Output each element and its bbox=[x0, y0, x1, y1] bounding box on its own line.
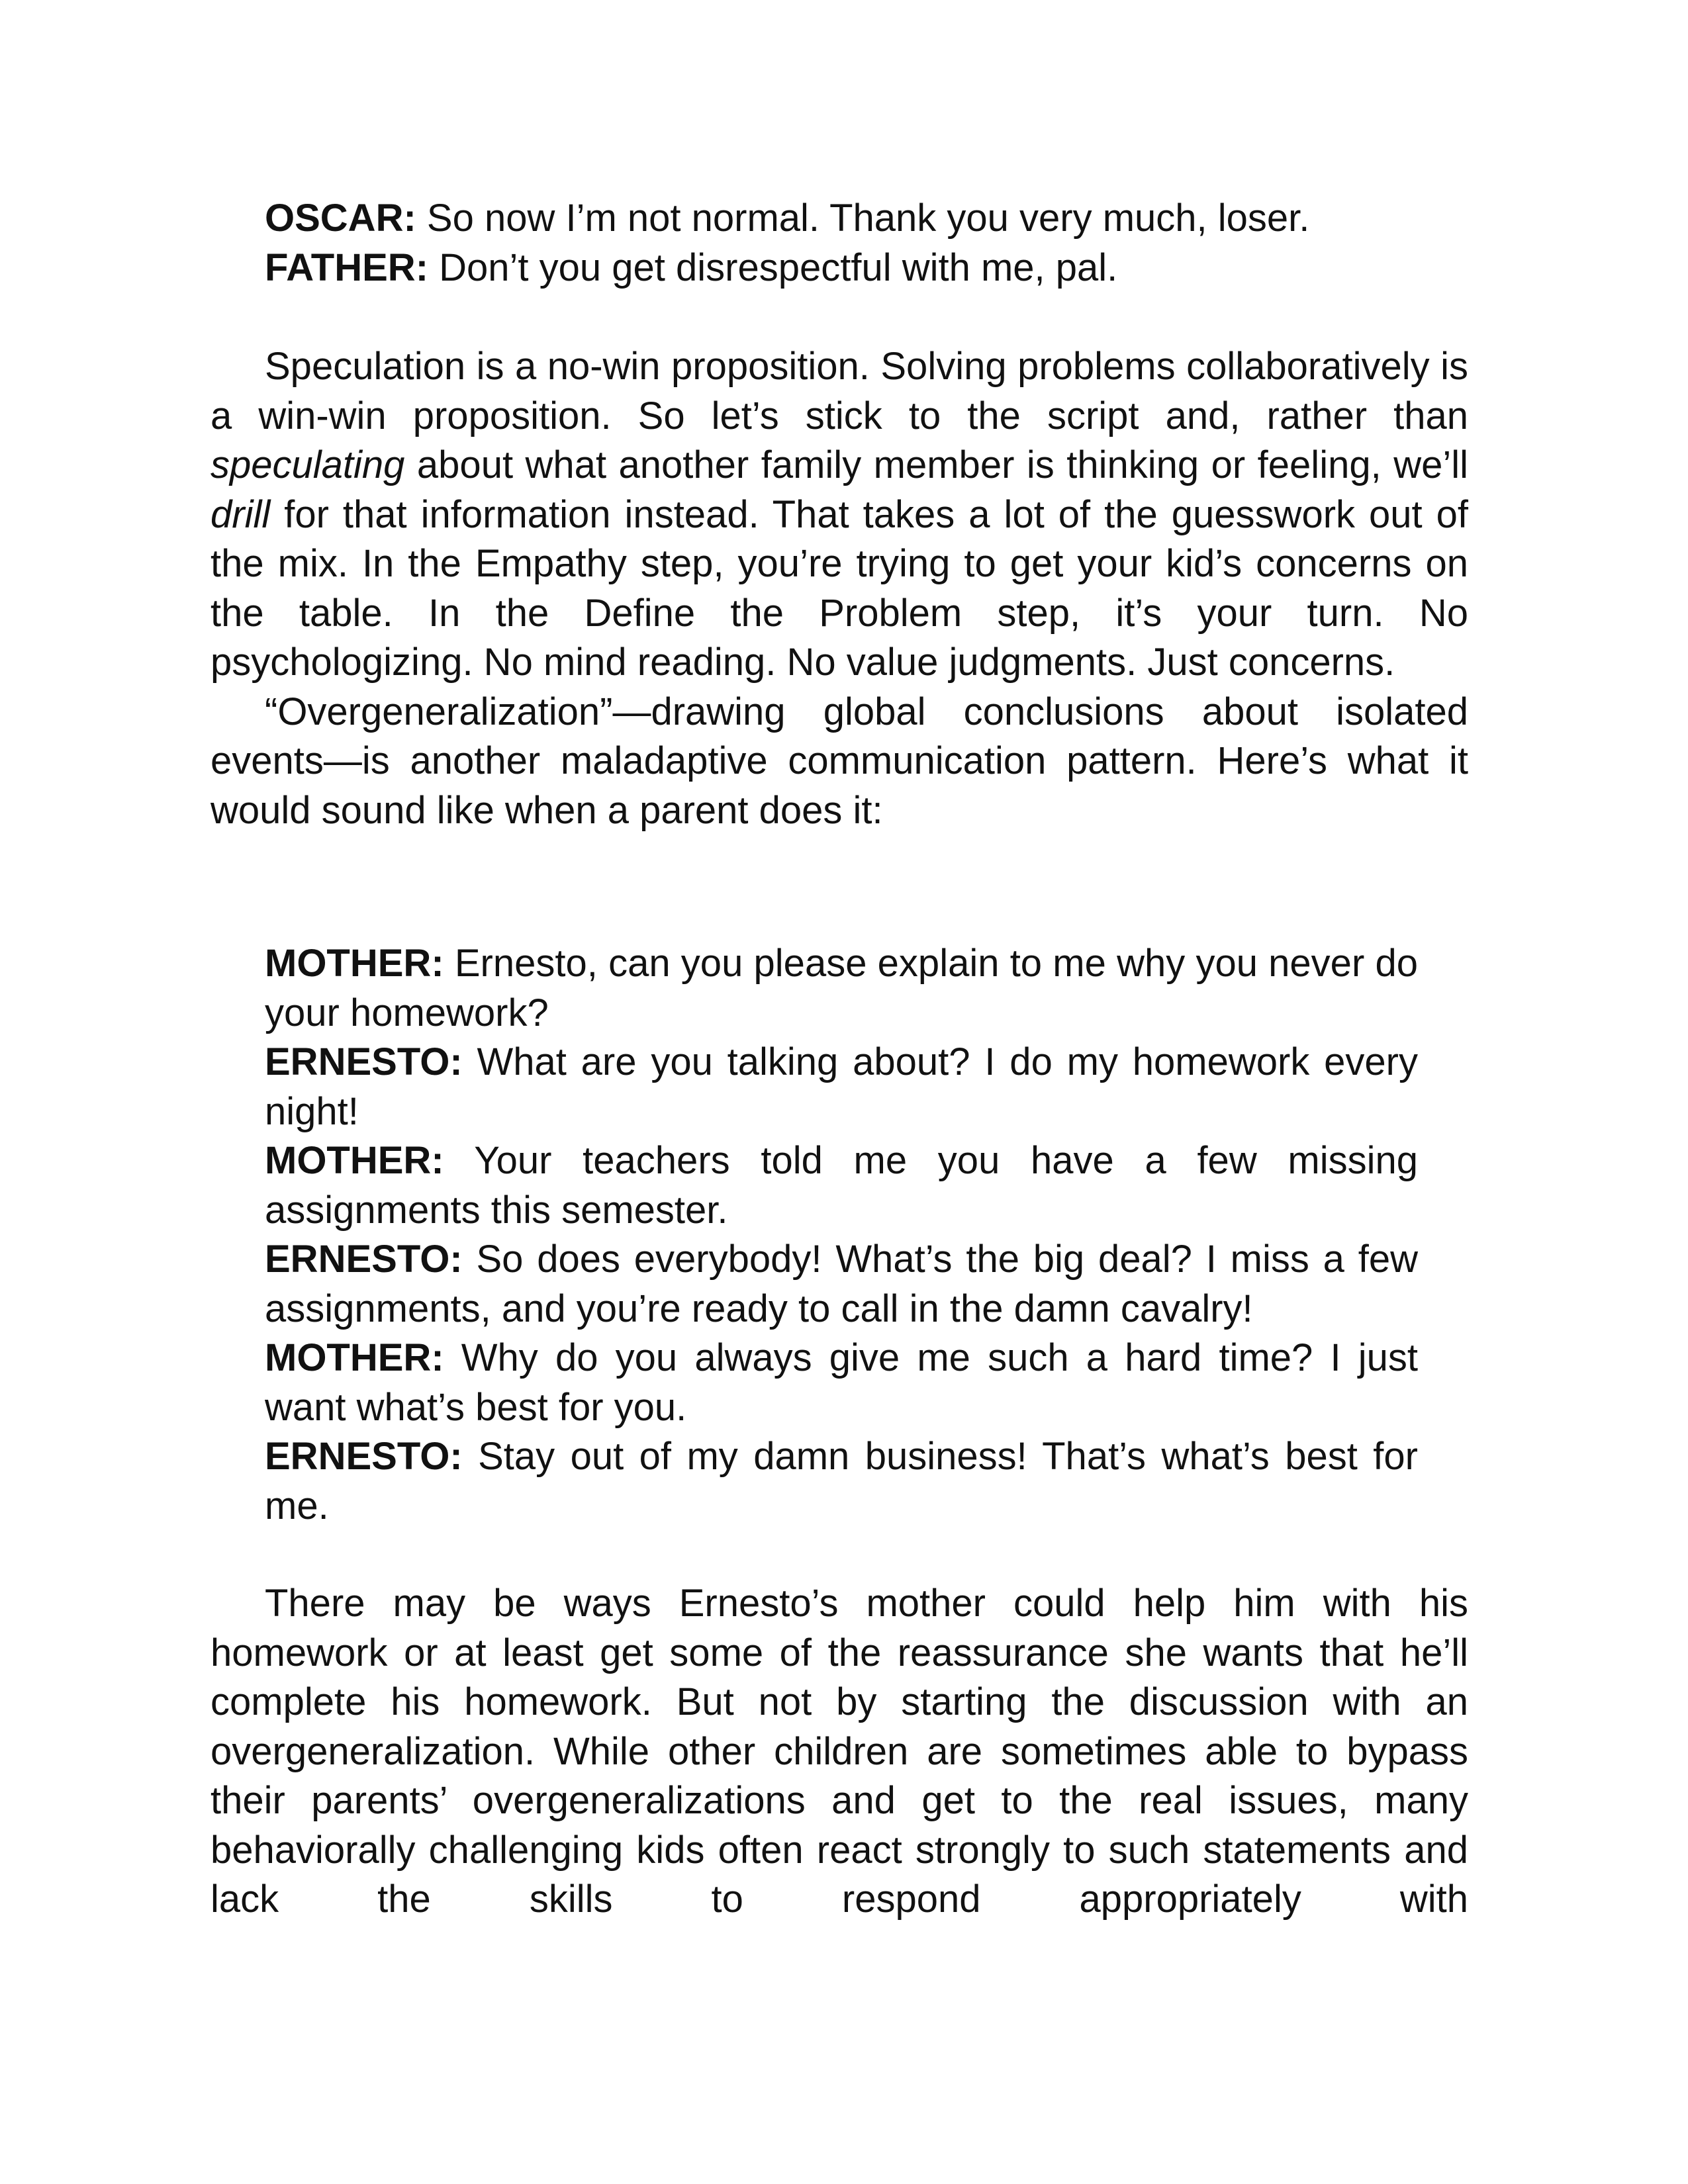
speaker-name: ERNESTO: bbox=[265, 1040, 463, 1083]
dialogue-line bbox=[265, 1038, 1418, 1136]
speaker-name: FATHER: bbox=[265, 246, 429, 289]
dialogue-text: Ernesto, can you please explain to me why you never do your homework? bbox=[265, 942, 1418, 1034]
dialogue-block-mother-ernesto bbox=[265, 939, 1418, 1531]
prose-block-ernesto-mother bbox=[211, 1579, 1468, 1925]
paragraph-text: Speculation is a no-win proposition. Solving problems collaboratively is a win-win proposition. So let’s stick to the script and, rather than bbox=[211, 345, 1468, 437]
dialogue-text: What are you talking about? I do my homework every night! bbox=[265, 1040, 1418, 1133]
dialogue-text: Stay out of my damn business! That’s what’s best for me. bbox=[265, 1435, 1418, 1527]
paragraph-speculation bbox=[211, 342, 1468, 688]
paragraph-homework: There may be ways Ernesto’s mother could help him with his homework or at least get some of the reassurance she wants that he’ll complete his homework. But not by starting the discussion with an overgeneralization. While other children are sometimes able to bypass their parents’ overgeneralizations and get to the real issues, many behaviorally challenging kids often react strongly to such statements and lack the skills to respond appropriately with bbox=[211, 1582, 1468, 1921]
dialogue-text: So now I’m not normal. Thank you very much, loser. bbox=[416, 197, 1310, 240]
speaker-name: MOTHER: bbox=[265, 1336, 444, 1379]
paragraph-text: about what another family member is thinking or feeling, we’ll bbox=[404, 443, 1468, 486]
dialogue-text: Don’t you get disrespectful with me, pal. bbox=[428, 246, 1118, 289]
dialogue-text: Your teachers told me you have a few missing assignments this semester. bbox=[265, 1139, 1418, 1232]
dialogue-text: So does everybody! What’s the big deal? I miss a few assignments, and you’re ready to call in the damn cavalry! bbox=[265, 1238, 1418, 1330]
speaker-name: MOTHER: bbox=[265, 942, 444, 985]
paragraph-overgeneralization: “Overgeneralization”—drawing global conclusions about isolated events—is another maladaptive communication pattern. Here’s what it would sound like when a parent does it: bbox=[211, 690, 1468, 832]
speaker-name: OSCAR: bbox=[265, 197, 416, 240]
dialogue-line bbox=[265, 1334, 1418, 1432]
dialogue-line bbox=[265, 939, 1418, 1038]
emphasis-text: speculating bbox=[211, 443, 405, 486]
dialogue-text: Why do you always give me such a hard time? I just want what’s best for you. bbox=[265, 1336, 1418, 1429]
dialogue-line bbox=[265, 244, 1418, 293]
prose-block-speculation bbox=[211, 342, 1468, 835]
dialogue-line bbox=[265, 1235, 1418, 1334]
dialogue-line bbox=[265, 1432, 1418, 1531]
paragraph-text: for that information instead. That takes a lot of the guesswork out of the mix. In the Empathy step, you’re trying to get your kid’s concerns on the table. In the Define the Problem step, it’s your turn. No psychologizing. No mind reading. No value judgments. Just concerns. bbox=[211, 492, 1468, 684]
speaker-name: ERNESTO: bbox=[265, 1238, 463, 1281]
speaker-name: MOTHER: bbox=[265, 1139, 444, 1182]
dialogue-block-oscar-father bbox=[265, 194, 1418, 293]
dialogue-line bbox=[265, 1136, 1418, 1235]
emphasis-text: drill bbox=[211, 492, 271, 536]
speaker-name: ERNESTO: bbox=[265, 1435, 463, 1478]
dialogue-line bbox=[265, 194, 1418, 244]
